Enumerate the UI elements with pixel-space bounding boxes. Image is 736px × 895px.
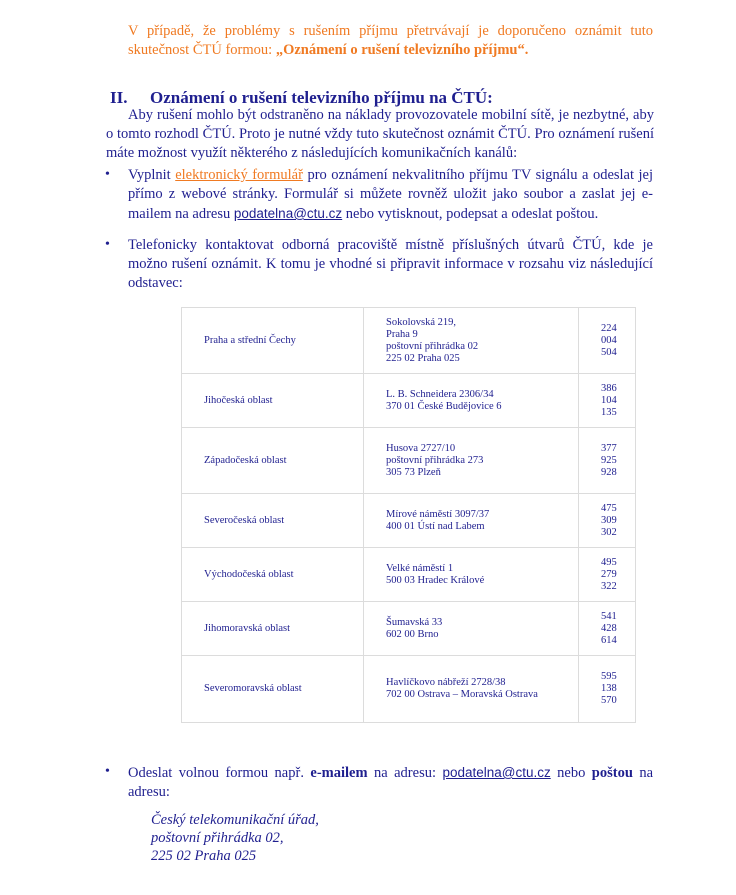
bullet-email-post: [128, 763, 653, 802]
bullet3-middle: na adresu:: [367, 765, 443, 781]
post-emphasis: poštou: [591, 765, 633, 781]
section-heading: [110, 88, 493, 108]
section-paragraph: Aby rušení mohlo být odstraněno na náklady provozovatele mobilní sítě, je nezbytné, aby o tomto rozhodl ČTÚ. Proto je nutné vždy tuto skutečnost oznámit ČTÚ. Pro oznámení rušení máte možnost využít některého z následujících komunikačních kanálů:: [106, 107, 654, 161]
section-title: Oznámení o rušení televizního příjmu na ČTÚ:: [150, 88, 493, 107]
contact-region: Jihomoravská oblast: [182, 602, 364, 656]
address-line: Český telekomunikační úřad,: [151, 812, 319, 828]
contact-row: [182, 602, 636, 656]
contact-phone: 377 925 928: [579, 428, 636, 494]
contact-address: [364, 494, 579, 548]
contact-address-line: 225 02 Praha 025: [386, 352, 460, 364]
contact-address: [364, 548, 579, 602]
contact-address-line: Mírové náměstí 3097/37: [386, 508, 490, 520]
contact-address-line: 400 01 Ústí nad Labem: [386, 520, 485, 532]
contact-address-line: Husova 2727/10: [386, 442, 456, 454]
bullet1-before: Vyplnit: [128, 167, 176, 183]
contact-phone: 595 138 570: [579, 656, 636, 723]
bullet3-after: na adresu:: [128, 765, 654, 800]
contact-address-line: Sokolovská 219,: [386, 316, 457, 328]
contact-row: [182, 374, 636, 428]
contact-row: [182, 548, 636, 602]
contact-address-line: 602 00 Brno: [386, 628, 439, 640]
contact-row: [182, 308, 636, 374]
contact-row: [182, 494, 636, 548]
contact-address-line: Šumavská 33: [386, 616, 443, 628]
contact-row: [182, 428, 636, 494]
contact-region: Praha a střední Čechy: [182, 308, 364, 374]
contact-address-line: 305 73 Plzeň: [386, 466, 441, 478]
contact-region: Severomoravská oblast: [182, 656, 364, 723]
address-line: poštovní přihrádka 02,: [151, 830, 284, 846]
bullet-icon: •: [105, 237, 110, 252]
bullet-icon: •: [105, 167, 110, 182]
contact-phone: 386 104 135: [579, 374, 636, 428]
contact-region: Východočeská oblast: [182, 548, 364, 602]
email-link[interactable]: podatelna@ctu.cz: [442, 765, 551, 780]
bullet-phone: Telefonicky kontaktovat odborná pracoviště místně příslušných útvarů ČTÚ, kde je možno rušení oznámit. K tomu je vhodné si připravit informace v rozsahu viz následující odstavec:: [128, 237, 653, 291]
intro-paragraph: [128, 22, 653, 60]
contact-address-line: Velké náměstí 1: [386, 562, 454, 574]
email-emphasis: e-mailem: [310, 765, 368, 781]
contact-phone: 495 279 322: [579, 548, 636, 602]
bullet-online-form: [128, 166, 653, 224]
contact-phone: 541 428 614: [579, 602, 636, 656]
contact-address-line: L. B. Schneidera 2306/34: [386, 388, 494, 400]
contact-address: [364, 602, 579, 656]
bullet1-after: nebo vytisknout, podepsat a odeslat poštou.: [342, 206, 599, 222]
contact-address-line: Praha 9: [386, 328, 418, 340]
contact-region: Západočeská oblast: [182, 428, 364, 494]
contact-region: Jihočeská oblast: [182, 374, 364, 428]
contact-address-line: Havlíčkovo nábřeží 2728/38: [386, 677, 506, 688]
intro-text: V případě, že problémy s rušením příjmu přetrvávají je doporučeno oznámit tuto skutečnost ČTÚ formou:: [128, 23, 653, 58]
contact-row: [182, 656, 636, 723]
contacts-table: [181, 307, 636, 723]
bullet-icon: •: [105, 764, 110, 779]
contact-address-line: 702 00 Ostrava – Moravská Ostrava: [386, 689, 538, 700]
bullet3-middle2: nebo: [550, 765, 592, 781]
section-number: II.: [110, 88, 128, 107]
contact-address: [364, 656, 579, 723]
bullet3-before: Odeslat volnou formou např.: [128, 765, 311, 781]
contact-address-line: 500 03 Hradec Králové: [386, 574, 485, 586]
contact-address: [364, 308, 579, 374]
contact-address-line: poštovní přihrádka 02: [386, 340, 479, 352]
contact-phone: 224 004 504: [579, 308, 636, 374]
contact-phone: 475 309 302: [579, 494, 636, 548]
contact-address: [364, 374, 579, 428]
intro-emphasis: „Oznámení o rušení televizního příjmu“.: [275, 42, 529, 58]
email-link[interactable]: podatelna@ctu.cz: [233, 206, 343, 221]
contact-address-line: 370 01 České Budějovice 6: [386, 400, 502, 412]
bullet1-middle: pro oznámení nekvalitního příjmu TV signálu a odeslat jej přímo z webové stránky. Formulář si můžete rovněž uložit jako soubor a zaslat jej e-mailem na adresu: [128, 167, 654, 222]
online-form-link[interactable]: elektronický formulář: [175, 167, 303, 183]
contact-address-line: poštovní přihrádka 273: [386, 454, 484, 466]
contact-region: Severočeská oblast: [182, 494, 364, 548]
postal-address: [151, 811, 319, 865]
contact-address: [364, 428, 579, 494]
address-line: 225 02 Praha 025: [151, 848, 257, 864]
